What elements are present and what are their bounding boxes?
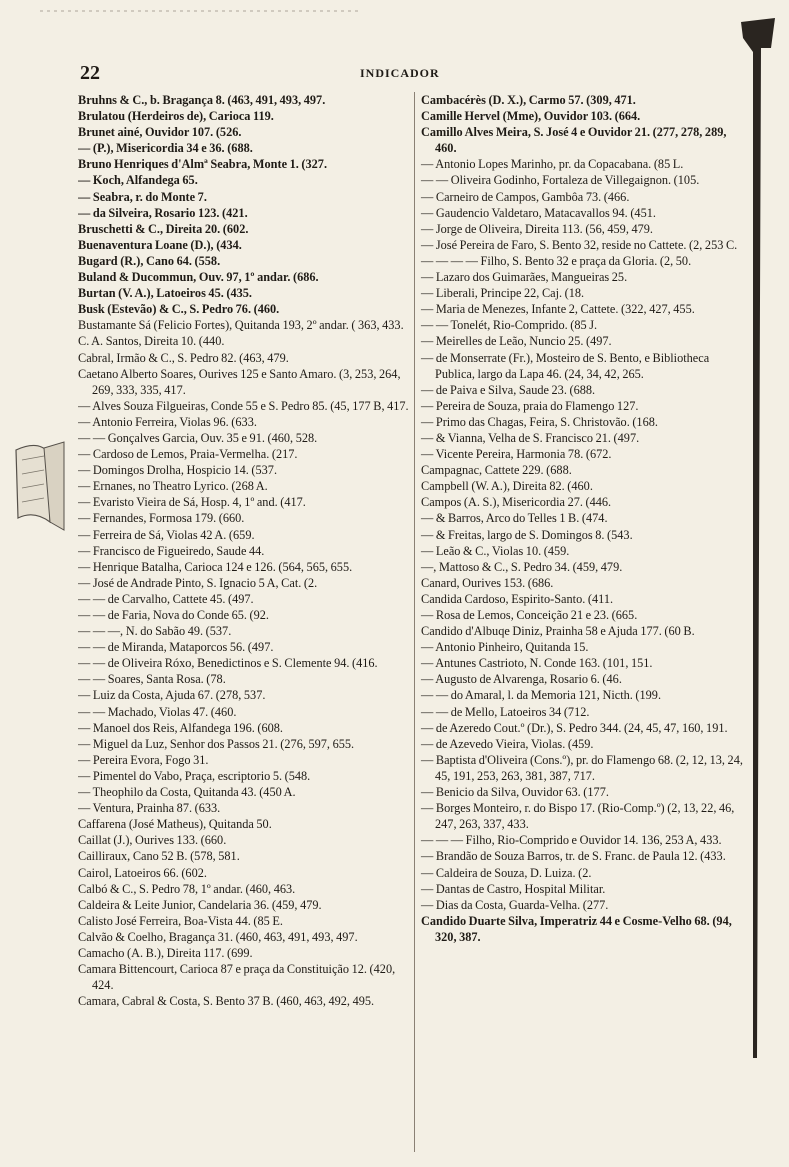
index-entry: — Gaudencio Valdetaro, Matacavallos 94. (451. [421, 205, 656, 220]
index-entry: Calbó & C., S. Pedro 78, 1º andar. (460, 463. [78, 881, 296, 896]
index-entry: — Benicio da Silva, Ouvidor 63. (177. [421, 785, 609, 800]
index-entry: — Lazaro dos Guimarães, Mangueiras 25. [421, 270, 628, 285]
index-entry: — Domingos Drolha, Hospicio 14. (537. [78, 463, 278, 478]
index-entry: — Antonio Lopes Marinho, pr. da Copacabana. (85 L. [421, 157, 684, 172]
index-entry: — Antunes Castrioto, N. Conde 163. (101, 151. [421, 656, 653, 671]
page-curl-mark-icon [14, 430, 66, 540]
index-entry: — Dantas de Castro, Hospital Militar. [421, 881, 606, 896]
index-entry: — Seabra, r. do Monte 7. [78, 189, 207, 204]
index-entry: — — de Mello, Latoeiros 34 (712. [421, 704, 590, 719]
index-entry: — Carneiro de Campos, Gambôa 73. (466. [421, 189, 630, 204]
index-entry: — — de Carvalho, Cattete 45. (497. [78, 591, 254, 606]
index-entry: C. A. Santos, Direita 10. (440. [78, 334, 225, 349]
index-entry: — Manoel dos Reis, Alfandega 196. (608. [78, 720, 283, 735]
index-entry: — Pereira Evora, Fogo 31. [78, 752, 209, 767]
index-entry: — — — — Filho, S. Bento 32 e praça da Gloria. (2, 50. [421, 253, 692, 268]
index-entry: — Brandão de Souza Barros, tr. de S. Franc. de Paula 12. (433. [421, 849, 726, 864]
index-entry: — — Oliveira Godinho, Fortaleza de Villegaignon. (105. [421, 173, 700, 188]
index-entry: Brulatou (Herdeiros de), Carioca 119. [78, 109, 274, 124]
index-entry: — Miguel da Luz, Senhor dos Passos 21. (276, 597, 655. [78, 736, 355, 751]
right-column [414, 92, 750, 1152]
index-entry: Cairol, Latoeiros 66. (602. [78, 865, 207, 880]
index-entry: Campagnac, Cattete 229. (688. [421, 463, 572, 478]
index-entry: Bustamante Sá (Felicio Fortes), Quitanda 193, 2º andar. ( 363, 433. [78, 318, 404, 333]
index-entry: Campos (A. S.), Misericordia 27. (446. [421, 495, 612, 510]
index-entry: — Primo das Chagas, Feira, S. Christovão. (168. [421, 414, 658, 429]
index-entry: — Cardoso de Lemos, Praia-Vermelha. (217. [78, 447, 298, 462]
index-entry: — Francisco de Figueiredo, Saude 44. [78, 543, 265, 558]
index-entry: — Vicente Pereira, Harmonia 78. (672. [421, 447, 612, 462]
running-head: INDICADOR [360, 66, 440, 80]
index-entry: — Pimentel do Vabo, Praça, escriptorio 5. (548. [78, 768, 311, 783]
index-entry: — & Freitas, largo de S. Domingos 8. (543. [421, 527, 633, 542]
page-number: 22 [80, 62, 100, 84]
index-entry: — de Monserrate (Fr.), Mosteiro de S. Bento, e Bibliotheca Publica, largo da Lapa 46. (24, 34, 42, 265. [421, 350, 710, 381]
index-entry: — da Silveira, Rosario 123. (421. [78, 205, 248, 220]
index-entry: Campbell (W. A.), Direita 82. (460. [421, 479, 593, 494]
index-entry: — Henrique Batalha, Carioca 124 e 126. (564, 565, 655. [78, 559, 353, 574]
index-entry: Caffarena (José Matheus), Quitanda 50. [78, 817, 272, 832]
index-entry: — Koch, Alfandega 65. [78, 173, 198, 188]
index-entry: — & Barros, Arco do Telles 1 B. (474. [421, 511, 608, 526]
index-entry: — Ventura, Prainha 87. (633. [78, 801, 221, 816]
index-entry: Caillat (J.), Ourives 133. (660. [78, 833, 227, 848]
index-entry: — Meirelles de Leão, Nuncio 25. (497. [421, 334, 612, 349]
index-entry: — Borges Monteiro, r. do Bispo 17. (Rio-Comp.º) (2, 13, 22, 46, 247, 263, 337, 433. [421, 801, 735, 832]
index-entry: Bruno Henriques d'Almª Seabra, Monte 1. (327. [78, 157, 328, 172]
index-entry: — — Soares, Santa Rosa. (78. [78, 672, 226, 687]
index-entry: — Caldeira de Souza, D. Luiza. (2. [421, 865, 592, 880]
index-entry: — Alves Souza Filgueiras, Conde 55 e S. Pedro 85. (45, 177 B, 417. [78, 398, 409, 413]
index-entry: — — do Amaral, l. da Memoria 121, Nicth. (199. [421, 688, 662, 703]
index-entry: Bruhns & C., b. Bragança 8. (463, 491, 493, 497. [78, 93, 326, 107]
index-entry: Canard, Ourives 153. (686. [421, 575, 554, 590]
index-entry: — de Azeredo Cout.º (Dr.), S. Pedro 344. (24, 45, 47, 160, 191. [421, 720, 728, 735]
index-entry: Caetano Alberto Soares, Ourives 125 e Santo Amaro. (3, 253, 264, 269, 333, 335, 417. [78, 366, 401, 397]
index-entry: — de Azevedo Vieira, Violas. (459. [421, 736, 594, 751]
index-entry: — — de Miranda, Mataporcos 56. (497. [78, 640, 274, 655]
index-entry: — — Machado, Violas 47. (460. [78, 704, 237, 719]
index-entry: Busk (Estevão) & C., S. Pedro 76. (460. [78, 302, 280, 317]
index-entry: — — — Filho, Rio-Comprido e Ouvidor 14. 136, 253 A, 433. [421, 833, 722, 848]
index-entry: — Luiz da Costa, Ajuda 67. (278, 537. [78, 688, 266, 703]
index-entry: Calisto José Ferreira, Boa-Vista 44. (85 E. [78, 913, 283, 928]
scan-edge-noise [40, 10, 360, 12]
index-entry: — Ferreira de Sá, Violas 42 A. (659. [78, 527, 255, 542]
index-entry: — Jorge de Oliveira, Direita 113. (56, 459, 479. [421, 221, 653, 236]
index-entry: — Augusto de Alvarenga, Rosario 6. (46. [421, 672, 622, 687]
index-entry: Calvão & Coelho, Bragança 31. (460, 463, 491, 493, 497. [78, 929, 358, 944]
index-entry: — — —, N. do Sabão 49. (537. [78, 624, 232, 639]
index-entry: — & Vianna, Velha de S. Francisco 21. (497. [421, 430, 640, 445]
index-entry: — Maria de Menezes, Infante 2, Cattete. (322, 427, 455. [421, 302, 695, 317]
index-entry: — — Tonelét, Rio-Comprido. (85 J. [421, 318, 598, 333]
index-entry: — Evaristo Vieira de Sá, Hosp. 4, 1º and. (417. [78, 495, 306, 510]
index-entry: Burtan (V. A.), Latoeiros 45. (435. [78, 286, 252, 301]
index-entry: — — de Faria, Nova do Conde 65. (92. [78, 608, 270, 622]
index-entry: — Leão & C., Violas 10. (459. [421, 543, 570, 558]
index-entry: Bugard (R.), Cano 64. (558. [78, 253, 221, 268]
index-entry: — Antonio Pinheiro, Quitanda 15. [421, 640, 589, 655]
index-entry: — Baptista d'Oliveira (Cons.º), pr. do Flamengo 68. (2, 12, 13, 24, 45, 191, 253, 263, 381, 387, 717. [421, 752, 743, 783]
index-entry: — (P.), Misericordia 34 e 36. (688. [78, 141, 253, 156]
index-entry: — de Paiva e Silva, Saude 23. (688. [421, 382, 596, 397]
index-entry: Caldeira & Leite Junior, Candelaria 36. (459, 479. [78, 897, 322, 912]
index-entry: Camille Hervel (Mme), Ouvidor 103. (664. [421, 109, 641, 124]
index-entry: — — de Oliveira Róxo, Benedictinos e S. Clemente 94. (416. [78, 656, 378, 671]
index-entry: Buenaventura Loane (D.), (434. [78, 237, 242, 252]
index-entry: —, Mattoso & C., S. Pedro 34. (459, 479. [421, 559, 623, 574]
index-entry: Cabral, Irmão & C., S. Pedro 82. (463, 479. [78, 350, 289, 365]
index-entry: — Ernanes, no Theatro Lyrico. (268 A. [78, 479, 268, 494]
index-entry: Camara, Cabral & Costa, S. Bento 37 B. (460, 463, 492, 495. [78, 994, 375, 1009]
index-entry: Bruschetti & C., Direita 20. (602. [78, 221, 249, 236]
index-entry: Camara Bittencourt, Carioca 87 e praça da Constituição 12. (420, 424. [78, 962, 396, 993]
index-entry: — Rosa de Lemos, Conceição 21 e 23. (665. [421, 608, 638, 622]
index-entry: Cambacérès (D. X.), Carmo 57. (309, 471. [421, 93, 636, 107]
page-header [80, 62, 740, 84]
left-column [78, 92, 414, 1152]
index-entry: Candida Cardoso, Espirito-Santo. (411. [421, 591, 614, 606]
index-entry: — — Gonçalves Garcia, Ouv. 35 e 91. (460, 528. [78, 430, 318, 445]
index-entry: — Fernandes, Formosa 179. (660. [78, 511, 245, 526]
index-entry: — José de Andrade Pinto, S. Ignacio 5 A, Cat. (2. [78, 575, 318, 590]
index-entry: Buland & Ducommun, Ouv. 97, 1º andar. (686. [78, 270, 319, 285]
index-entry: Candido d'Albuqe Diniz, Prainha 58 e Ajuda 177. (60 B. [421, 624, 695, 639]
index-entry: Candido Duarte Silva, Imperatriz 44 e Cosme-Velho 68. (94, 320, 387. [421, 913, 732, 944]
index-entry: — Pereira de Souza, praia do Flamengo 127. [421, 398, 639, 413]
index-entry: Brunet ainé, Ouvidor 107. (526. [78, 125, 242, 140]
index-entry: — Liberali, Principe 22, Caj. (18. [421, 286, 585, 301]
index-entry: — Dias da Costa, Guarda-Velha. (277. [421, 897, 609, 912]
index-entry: Camillo Alves Meira, S. José 4 e Ouvidor 21. (277, 278, 289, 460. [421, 125, 727, 156]
index-entry: Cailliraux, Cano 52 B. (578, 581. [78, 849, 240, 864]
index-columns [78, 92, 750, 1152]
index-entry: — Antonio Ferreira, Violas 96. (633. [78, 414, 257, 429]
index-entry: — José Pereira de Faro, S. Bento 32, reside no Cattete. (2, 253 C. [421, 237, 738, 252]
index-entry: — Theophilo da Costa, Quitanda 43. (450 A. [78, 785, 296, 800]
index-entry: Camacho (A. B.), Direita 117. (699. [78, 945, 253, 960]
